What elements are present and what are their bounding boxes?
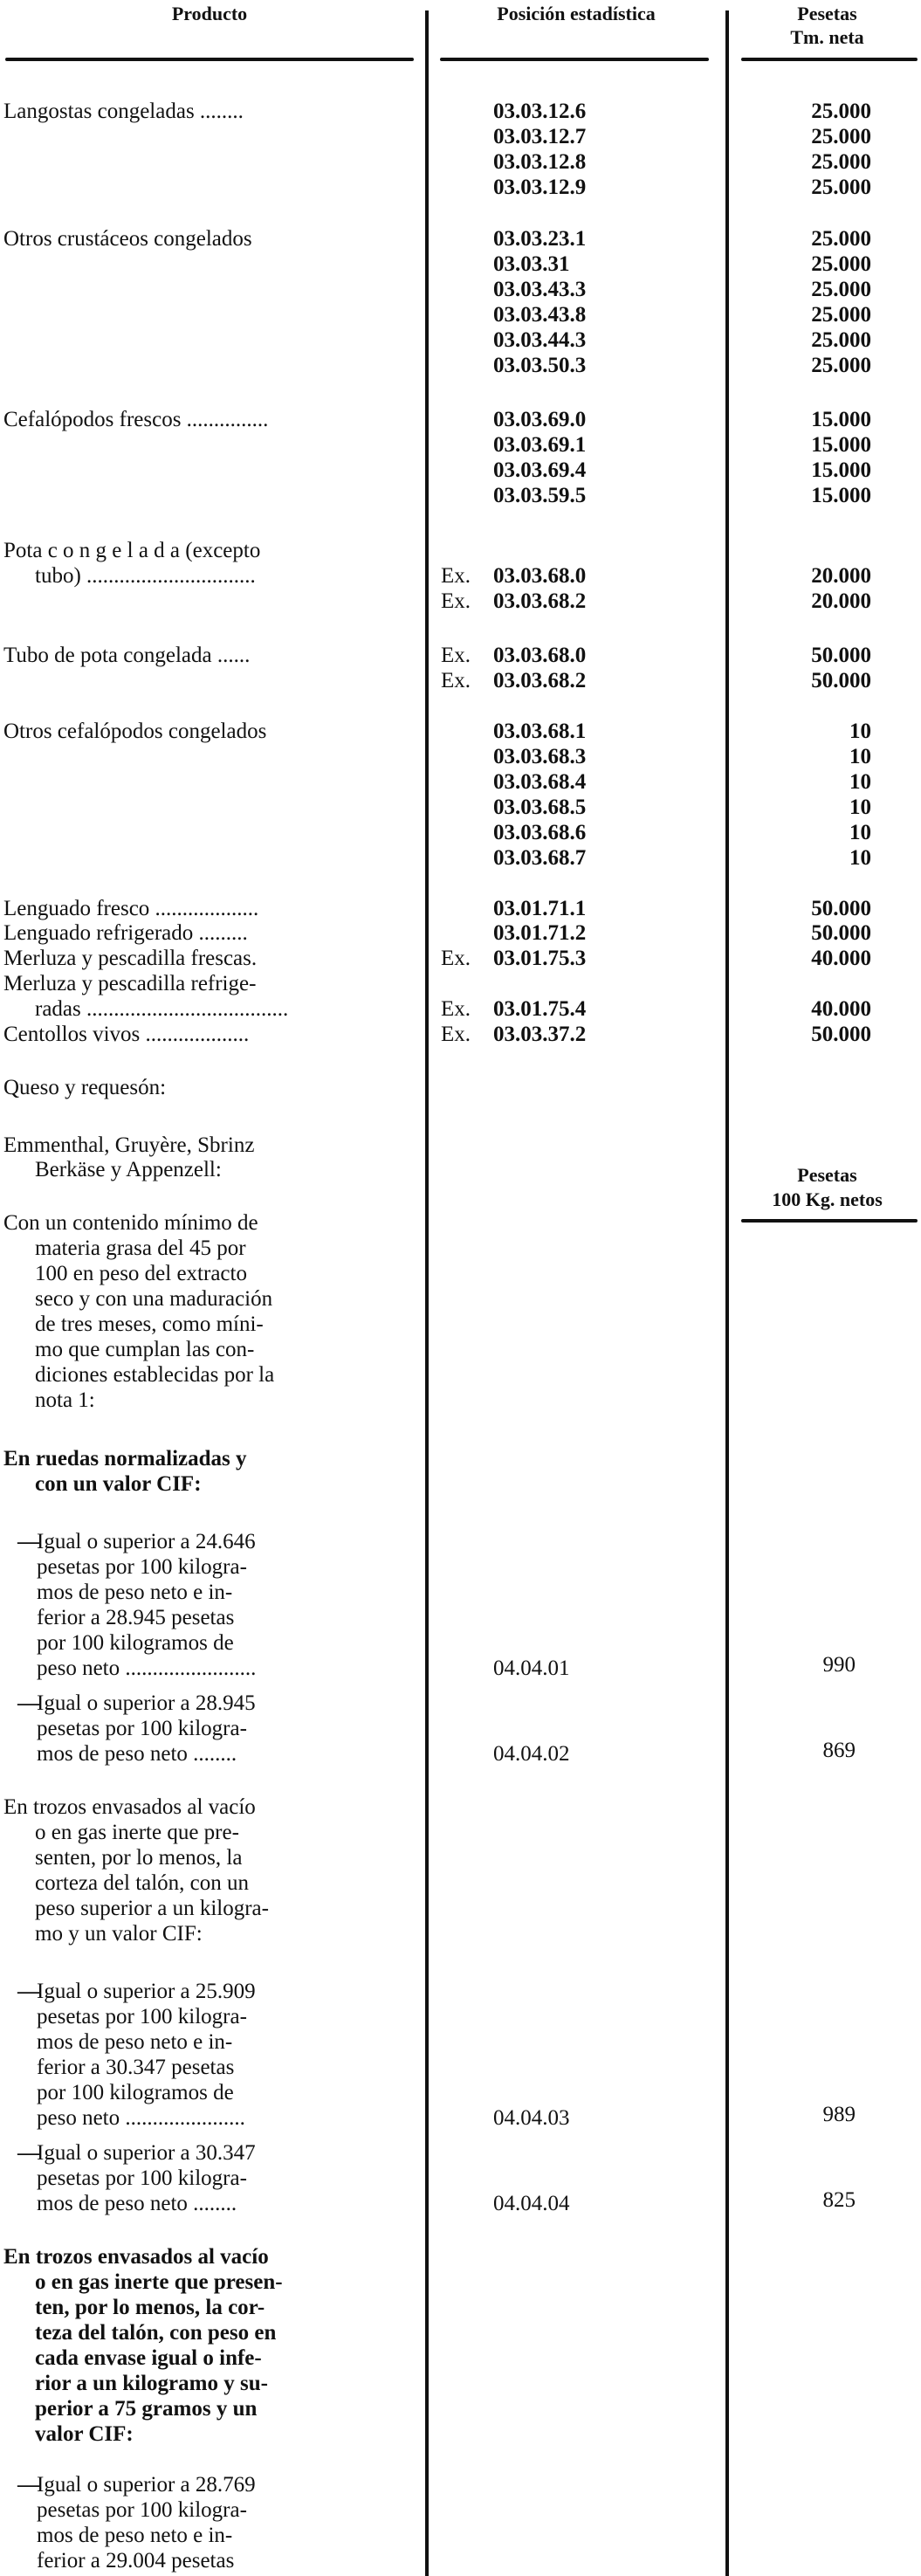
statistical-position: 03.01.71.2 <box>493 921 587 945</box>
trozos1-item-text: mos de peso neto ........ <box>37 2192 237 2215</box>
price-value: 990 <box>822 1653 856 1677</box>
statistical-position: 04.04.02 <box>493 1742 570 1766</box>
product-name: Otros cefalópodos congelados <box>3 720 267 743</box>
ruedas-item-text: Igual o superior a 24.646 <box>37 1530 256 1553</box>
product-name: Pota c o n g e l a d a (excepto <box>3 539 261 562</box>
ruedas-item-text: pesetas por 100 kilogra- <box>37 1717 247 1740</box>
trozos2-title: cada envase igual o infe- <box>35 2346 262 2370</box>
statistical-position: 03.03.69.4 <box>493 458 587 482</box>
condition-text: materia grasa del 45 por <box>35 1236 246 1260</box>
trozos2-item-text: ferior a 29.004 pesetas <box>37 2549 235 2573</box>
ex-marker: Ex. <box>441 564 471 588</box>
statistical-position: 03.03.23.1 <box>493 227 587 251</box>
trozos1-item-text: Igual o superior a 25.909 <box>37 1980 256 2003</box>
condition-text: diciones establecidas por la <box>35 1363 275 1387</box>
dash-bullet: — <box>17 1530 39 1553</box>
product-name: Lenguado refrigerado ......... <box>3 921 248 945</box>
statistical-position: 03.03.68.6 <box>493 821 587 844</box>
queso-title: Queso y requesón: <box>3 1076 167 1099</box>
price-value: 825 <box>822 2188 856 2212</box>
trozos2-title: ten, por lo menos, la cor- <box>35 2296 265 2319</box>
column-divider-1 <box>425 10 429 2576</box>
price-value: 25.000 <box>811 100 871 123</box>
price-value: 10 <box>849 846 871 870</box>
statistical-position: 03.03.68.0 <box>493 564 587 588</box>
header-rule-1 <box>5 58 414 61</box>
trozos1-item-text: peso neto ...................... <box>37 2106 245 2130</box>
condition-text: de tres meses, como míni- <box>35 1312 264 1336</box>
price-value: 15.000 <box>811 484 871 507</box>
header-rule-3 <box>741 58 918 61</box>
dash-bullet: — <box>17 1691 39 1715</box>
ruedas-title: En ruedas normalizadas y <box>3 1447 247 1471</box>
statistical-position: 03.03.50.3 <box>493 354 587 377</box>
product-name: Cefalópodos frescos ............... <box>3 408 269 431</box>
ex-marker: Ex. <box>441 1023 471 1046</box>
price-value: 40.000 <box>811 947 871 970</box>
ruedas-item-text: mos de peso neto ........ <box>37 1742 237 1766</box>
statistical-position: 03.03.68.3 <box>493 745 587 768</box>
trozos2-item-text: Igual o superior a 28.769 <box>37 2473 256 2497</box>
statistical-position: 03.03.69.0 <box>493 408 587 431</box>
price-value: 25.000 <box>811 328 871 352</box>
ruedas-title: con un valor CIF: <box>35 1472 202 1496</box>
header-producto: Producto <box>171 3 248 24</box>
price-value: 50.000 <box>811 897 871 920</box>
statistical-position: 03.03.37.2 <box>493 1023 587 1046</box>
condition-text: nota 1: <box>35 1388 95 1412</box>
price-value: 40.000 <box>811 997 871 1021</box>
price-value: 25.000 <box>811 303 871 327</box>
statistical-position: 03.03.68.2 <box>493 669 587 692</box>
price-value: 20.000 <box>811 564 871 588</box>
statistical-position: 03.03.12.6 <box>493 100 587 123</box>
condition-text: Con un contenido mínimo de <box>3 1211 258 1235</box>
statistical-position: 03.03.69.1 <box>493 433 587 457</box>
trozos2-title: teza del talón, con peso en <box>35 2321 277 2345</box>
statistical-position: 03.03.68.5 <box>493 796 587 819</box>
statistical-position: 03.03.68.0 <box>493 644 587 667</box>
product-name: Lenguado fresco ................... <box>3 897 259 920</box>
statistical-position: 03.03.68.7 <box>493 846 587 870</box>
ex-marker: Ex. <box>441 589 471 613</box>
ex-marker: Ex. <box>441 997 471 1021</box>
trozos1-item-text: mos de peso neto e in- <box>37 2030 233 2054</box>
trozos1-item-text: pesetas por 100 kilogra- <box>37 2005 247 2028</box>
statistical-position: 03.03.44.3 <box>493 328 587 352</box>
trozos1-item-text: Igual o superior a 30.347 <box>37 2141 256 2165</box>
trozos2-title: perior a 75 gramos y un <box>35 2397 258 2421</box>
statistical-position: 03.03.12.9 <box>493 176 587 199</box>
header-pesetas-kg-2: 100 Kg. netos <box>772 1188 883 1210</box>
price-value: 10 <box>849 796 871 819</box>
dash-bullet: — <box>17 2473 39 2497</box>
price-value: 20.000 <box>811 589 871 613</box>
header-pesetas-tm-2: Tm. neta <box>790 26 864 48</box>
price-value: 25.000 <box>811 227 871 251</box>
statistical-position: 03.03.68.4 <box>493 770 587 794</box>
statistical-position: 04.04.01 <box>493 1656 570 1680</box>
trozos1-title: En trozos envasados al vacío <box>3 1795 256 1819</box>
trozos1-item-text: por 100 kilogramos de <box>37 2081 234 2104</box>
price-value: 25.000 <box>811 354 871 377</box>
statistical-position: 03.03.43.3 <box>493 278 587 301</box>
statistical-position: 03.03.12.7 <box>493 125 587 148</box>
ruedas-item-text: mos de peso neto e in- <box>37 1581 233 1604</box>
ruedas-item-text: ferior a 28.945 pesetas <box>37 1606 235 1629</box>
trozos2-title: o en gas inerte que presen- <box>35 2270 283 2294</box>
product-name: Merluza y pescadilla refrige- <box>3 972 257 995</box>
product-name: Otros crustáceos congelados <box>3 227 252 251</box>
price-value: 10 <box>849 770 871 794</box>
statistical-position: 03.03.31 <box>493 252 570 276</box>
queso-subtitle-line-1: Emmenthal, Gruyère, Sbrinz <box>3 1133 255 1157</box>
price-value: 869 <box>822 1739 856 1762</box>
product-name: Tubo de pota congelada ...... <box>3 644 251 667</box>
trozos1-item-text: ferior a 30.347 pesetas <box>37 2056 235 2079</box>
price-value: 50.000 <box>811 1023 871 1046</box>
price-value: 25.000 <box>811 252 871 276</box>
statistical-position: 03.03.68.2 <box>493 589 587 613</box>
trozos1-title: senten, por lo menos, la <box>35 1846 243 1870</box>
ex-marker: Ex. <box>441 669 471 692</box>
price-value: 15.000 <box>811 408 871 431</box>
ex-marker: Ex. <box>441 644 471 667</box>
condition-text: seco y con una maduración <box>35 1287 273 1311</box>
condition-text: 100 en peso del extracto <box>35 1262 247 1285</box>
trozos2-item-text: pesetas por 100 kilogra- <box>37 2498 247 2522</box>
header-rule-2 <box>440 58 709 61</box>
price-value: 50.000 <box>811 644 871 667</box>
price-value: 15.000 <box>811 458 871 482</box>
dash-bullet: — <box>17 1980 39 2003</box>
trozos2-title: rior a un kilogramo y su- <box>35 2372 268 2395</box>
statistical-position: 03.01.71.1 <box>493 897 587 920</box>
statistical-position: 03.03.59.5 <box>493 484 587 507</box>
statistical-position: 03.03.43.8 <box>493 303 587 327</box>
header-pesetas-kg-1: Pesetas <box>797 1164 857 1186</box>
statistical-position: 03.01.75.4 <box>493 997 587 1021</box>
statistical-position: 03.03.68.1 <box>493 720 587 743</box>
price-value: 25.000 <box>811 150 871 174</box>
price-value: 15.000 <box>811 433 871 457</box>
statistical-position: 03.01.75.3 <box>493 947 587 970</box>
ruedas-item-text: pesetas por 100 kilogra- <box>37 1555 247 1579</box>
product-name: Langostas congeladas ........ <box>3 100 244 123</box>
trozos1-title: peso superior a un kilogra- <box>35 1897 269 1920</box>
ruedas-item-text: Igual o superior a 28.945 <box>37 1691 256 1715</box>
trozos2-title: En trozos envasados al vacío <box>3 2245 269 2269</box>
product-name: Merluza y pescadilla frescas. <box>3 947 258 970</box>
statistical-position: 04.04.04 <box>493 2192 570 2215</box>
header-rule-kg <box>741 1219 918 1223</box>
header-posicion: Posición estadística <box>497 3 656 24</box>
trozos1-title: corteza del talón, con un <box>35 1871 250 1895</box>
price-value: 50.000 <box>811 921 871 945</box>
ex-marker: Ex. <box>441 947 471 970</box>
ruedas-item-text: peso neto ........................ <box>37 1656 257 1680</box>
product-name: radas ..................................... <box>35 997 289 1021</box>
queso-subtitle-line-2: Berkäse y Appenzell: <box>35 1158 222 1181</box>
product-name: Centollos vivos ................... <box>3 1023 250 1046</box>
trozos2-title: valor CIF: <box>35 2422 134 2446</box>
trozos1-item-text: pesetas por 100 kilogra- <box>37 2166 247 2190</box>
product-name: tubo) ............................... <box>35 564 256 588</box>
price-value: 25.000 <box>811 125 871 148</box>
statistical-position: 04.04.03 <box>493 2106 570 2130</box>
dash-bullet: — <box>17 2141 39 2165</box>
price-value: 25.000 <box>811 176 871 199</box>
price-value: 50.000 <box>811 669 871 692</box>
statistical-position: 03.03.12.8 <box>493 150 587 174</box>
condition-text: mo que cumplan las con- <box>35 1338 255 1361</box>
trozos2-item-text: mos de peso neto e in- <box>37 2524 233 2547</box>
ruedas-item-text: por 100 kilogramos de <box>37 1631 234 1655</box>
trozos1-title: o en gas inerte que pre- <box>35 1821 239 1844</box>
price-value: 25.000 <box>811 278 871 301</box>
price-value: 989 <box>822 2103 856 2126</box>
header-pesetas-tm-1: Pesetas <box>797 3 857 24</box>
price-value: 10 <box>849 720 871 743</box>
price-value: 10 <box>849 745 871 768</box>
trozos1-title: mo y un valor CIF: <box>35 1922 203 1946</box>
price-value: 10 <box>849 821 871 844</box>
column-divider-2 <box>725 10 729 2576</box>
